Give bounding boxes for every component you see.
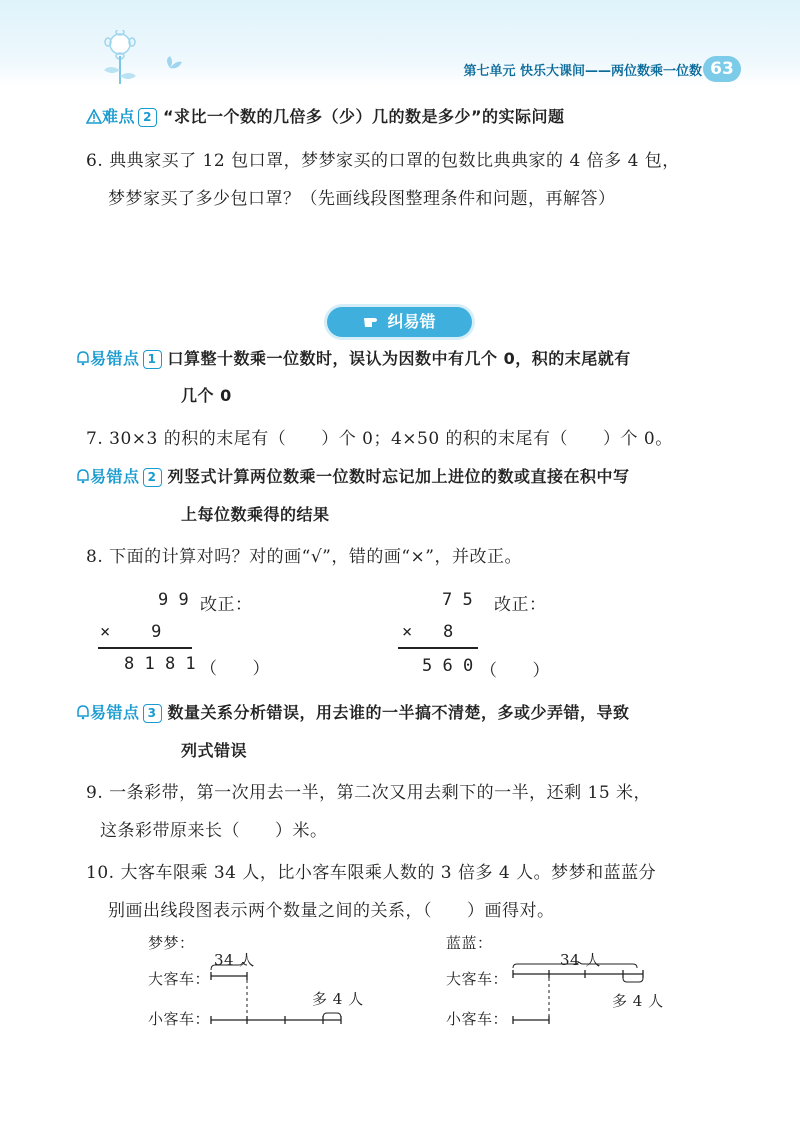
mengmeng-small-label: 小客车： — [148, 1010, 211, 1028]
unit-title: 第七单元 快乐大课间——两位数乘一位数 — [463, 64, 702, 79]
calc2-multiplier: × 8 — [402, 622, 454, 642]
bell-icon — [76, 351, 90, 366]
mengmeng-name: 梦梦： — [148, 934, 195, 952]
error-point-1 — [76, 346, 631, 369]
q10-line1: 10. 大客车限乘 34 人，比小客车限乘人数的 3 倍多 4 人。梦梦和蓝蓝分 — [86, 863, 657, 883]
bell-icon — [76, 469, 90, 484]
error-number-2: 2 — [143, 468, 162, 487]
error-point-2 — [76, 464, 630, 487]
error-point-3 — [76, 700, 630, 723]
q7-text: 7. 30×3 的积的末尾有（ ）个 0；4×50 的积的末尾有（ ）个 0。 — [86, 429, 673, 449]
q6-line1: 6. 典典家买了 12 包口罩，梦梦家买的口罩的包数比典典家的 4 倍多 4 包， — [86, 151, 680, 171]
calc1-rule — [98, 647, 192, 649]
difficulty-title: “求比一个数的几倍多（少）几的数是多少”的实际问题 — [163, 107, 565, 126]
lanlan-line-diagram — [505, 962, 655, 1026]
calc1-result: 8 1 8 1 — [124, 654, 196, 674]
banner-text: 纠易错 — [387, 312, 436, 331]
q9-line1: 9. 一条彩带，第一次用去一半，第二次又用去剩下的一半，还剩 15 米， — [86, 783, 652, 803]
error-desc-3-line2: 列式错误 — [181, 741, 248, 760]
calc2-rule — [398, 647, 478, 649]
calc1-multiplier: × 9 — [100, 622, 162, 642]
q8-text: 8. 下面的计算对吗？对的画“√”，错的画“×”，并改正。 — [86, 547, 522, 567]
calc2-answer-paren[interactable]: （ ） — [480, 661, 550, 681]
error-desc-1-line1: 口算整十数乘一位数时，误认为因数中有几个 0，积的末尾就有 — [167, 349, 631, 368]
error-desc-2-line2: 上每位数乘得的结果 — [181, 505, 330, 524]
lanlan-name: 蓝蓝： — [446, 934, 493, 952]
mengmeng-big-value: 34 人 — [214, 951, 255, 969]
pointing-hand-icon — [363, 314, 383, 328]
lanlan-extra: 多 4 人 — [612, 992, 664, 1010]
sunflower-decoration-icon — [92, 30, 202, 86]
error-tag-2: 易错点 — [90, 467, 140, 486]
error-desc-3-line1: 数量关系分析错误，用去谁的一半搞不清楚，多或少弄错，导致 — [167, 703, 630, 722]
calc2-fix-label: 改正： — [494, 595, 547, 615]
q10-line2: 别画出线段图表示两个数量之间的关系，（ ）画得对。 — [108, 901, 555, 921]
page-number: 63 — [703, 56, 741, 82]
mengmeng-extra: 多 4 人 — [312, 990, 364, 1008]
q6-line2: 梦梦家买了多少包口罩？（先画线段图整理条件和问题，再解答） — [108, 189, 616, 209]
mengmeng-line-diagram — [205, 962, 355, 1026]
mengmeng-big-label: 大客车： — [148, 970, 211, 988]
calc2-result: 5 6 0 — [422, 656, 474, 676]
bell-icon — [76, 705, 90, 720]
error-desc-2-line1: 列竖式计算两位数乘一位数时忘记加上进位的数或直接在积中写 — [167, 467, 630, 486]
warning-icon — [86, 109, 102, 124]
calc1-fix-label: 改正： — [200, 595, 253, 615]
calc2-multiplicand: 7 5 — [442, 590, 473, 610]
calc1-multiplicand: 9 9 — [158, 590, 189, 610]
error-number-3: 3 — [143, 704, 162, 723]
error-number-1: 1 — [143, 350, 162, 369]
difficulty-heading — [86, 104, 565, 127]
error-tag-1: 易错点 — [90, 349, 140, 368]
q9-line2: 这条彩带原来长（ ）米。 — [100, 821, 328, 841]
lanlan-small-label: 小客车： — [446, 1010, 509, 1028]
difficulty-number: 2 — [138, 108, 157, 127]
error-tag-3: 易错点 — [90, 703, 140, 722]
error-correction-banner — [327, 307, 472, 337]
lanlan-big-label: 大客车： — [446, 970, 509, 988]
lanlan-big-value: 34 人 — [560, 951, 601, 969]
error-desc-1-line2: 几个 0 — [181, 386, 232, 405]
calc1-answer-paren[interactable]: （ ） — [200, 659, 270, 679]
difficulty-tag: 难点 — [102, 107, 136, 126]
